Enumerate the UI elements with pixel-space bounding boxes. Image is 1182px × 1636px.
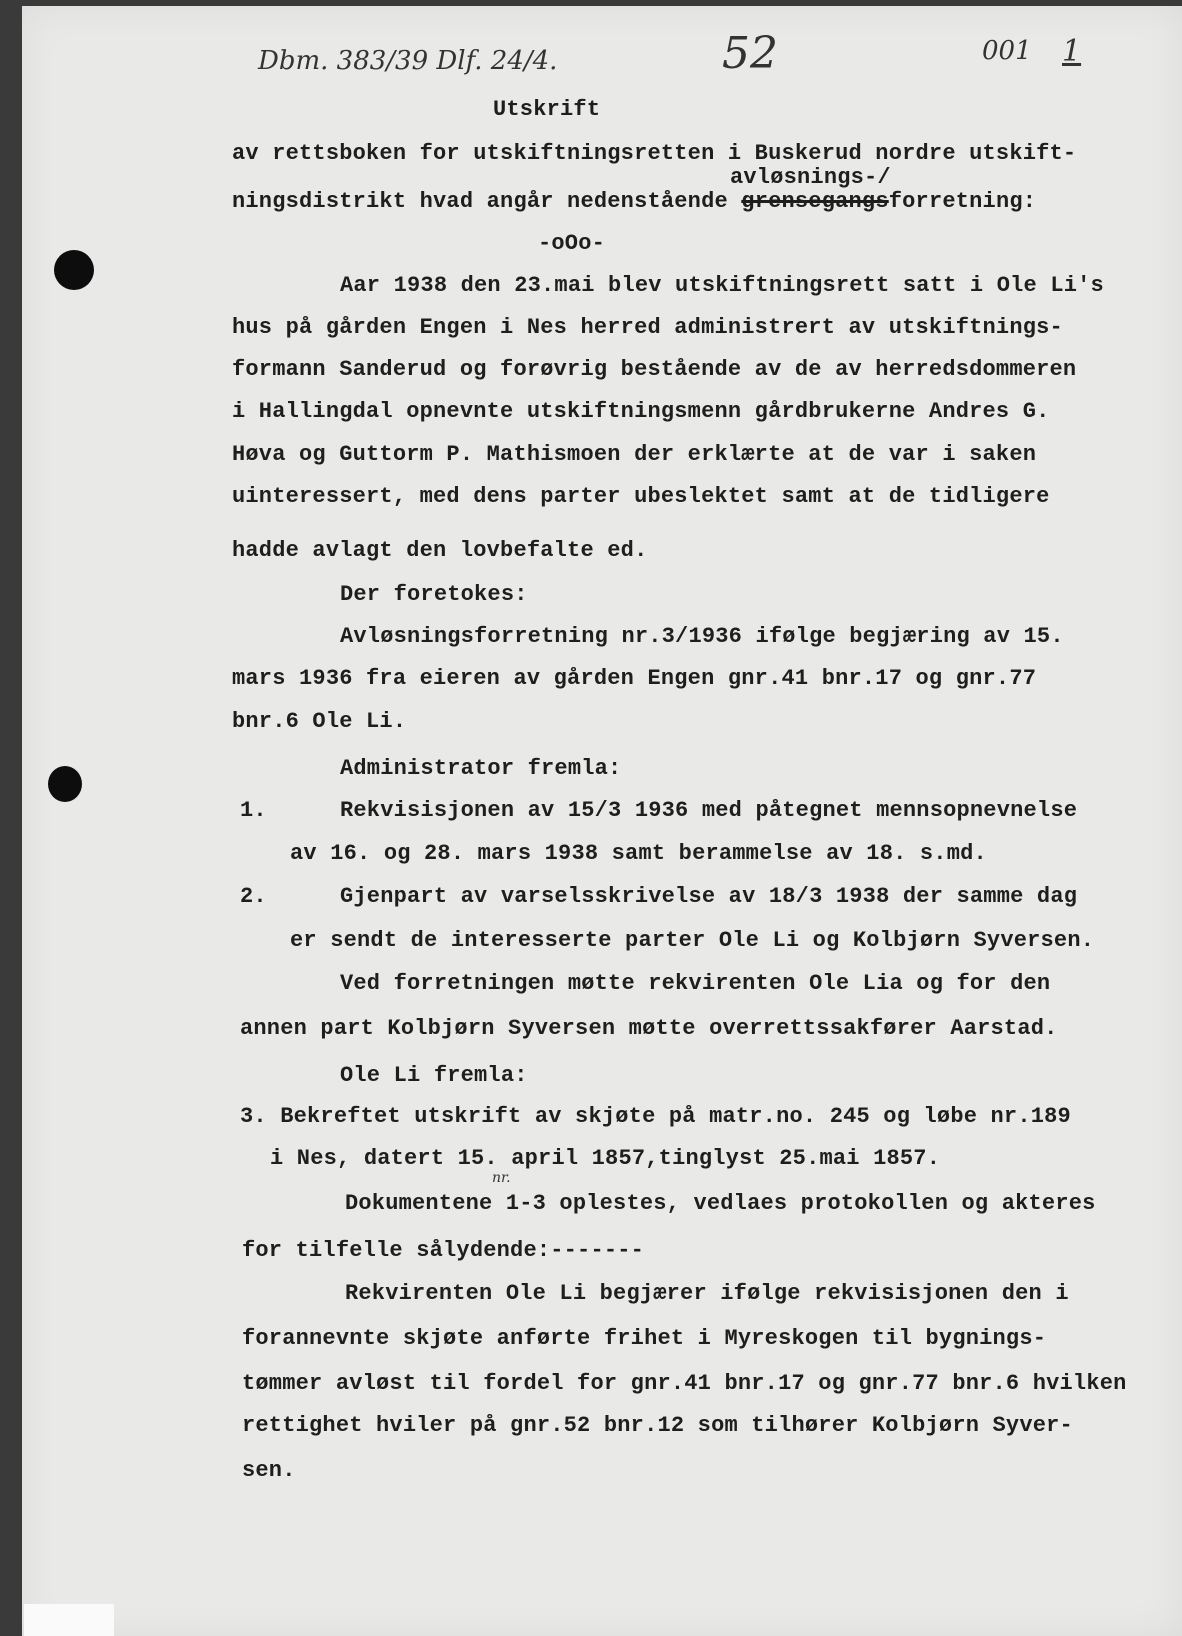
text-line: for tilfelle sålydende:------- (242, 1238, 645, 1263)
text-line: Gjenpart av varselsskrivelse av 18/3 1938 der samme dag (340, 884, 1078, 909)
text-line: hadde avlagt den lovbefalte ed. (232, 538, 648, 563)
text-line: Ved forretningen møtte rekvirenten Ole Lia og for den (340, 971, 1051, 996)
intro-line (232, 190, 1036, 214)
text-line: 2. (240, 884, 267, 909)
intro-line: av rettsboken for utskiftningsretten i Buskerud nordre utskift- (232, 141, 1077, 166)
text-line: Ole Li fremla: (340, 1063, 528, 1088)
text-line: Høva og Guttorm P. Mathismoen der erklærte at de var i saken (232, 442, 1037, 467)
text-line: Aar 1938 den 23.mai blev utskiftningsrett satt i Ole Li's (340, 273, 1104, 298)
handwritten-page-number: 52 (722, 28, 778, 79)
text-line: i Nes, datert 15. april 1857,tinglyst 25.mai 1857. (270, 1146, 941, 1171)
punch-hole (54, 250, 94, 290)
scan-label (24, 1604, 114, 1636)
document-title: Utskrift (493, 97, 601, 122)
text-line: 3. Bekreftet utskrift av skjøte på matr.no. 245 og løbe nr.189 (240, 1104, 1071, 1129)
text-line: Administrator fremla: (340, 756, 622, 781)
text-line: sen. (242, 1458, 296, 1483)
separator: -oOo- (538, 231, 606, 256)
text-line: rettighet hviler på gnr.52 bnr.12 som tilhører Kolbjørn Syver- (242, 1413, 1073, 1438)
text-line: annen part Kolbjørn Syversen møtte overrettssakfører Aarstad. (240, 1016, 1058, 1041)
handwritten-reference: Dbm. 383/39 Dlf. 24/4. (258, 46, 558, 76)
text-line: Avløsningsforretning nr.3/1936 ifølge begjæring av 15. (340, 624, 1064, 649)
struck-text: grensegangs (741, 189, 889, 214)
intro-insert: avløsnings-/ (730, 165, 891, 190)
text-line: Dokumentene 1-3 oplestes, vedlaes protokollen og akteres (345, 1191, 1096, 1216)
text-line: i Hallingdal opnevnte utskiftningsmenn gårdbrukerne Andres G. (232, 399, 1050, 424)
text-line: hus på gården Engen i Nes herred administrert av utskiftnings- (232, 315, 1063, 340)
punch-hole (48, 766, 82, 802)
document-page (22, 6, 1182, 1636)
text-line: er sendt de interesserte parter Ole Li og Kolbjørn Syversen. (290, 928, 1095, 953)
text-line: Rekvirenten Ole Li begjærer ifølge rekvisisjonen den i (345, 1281, 1069, 1306)
text-line: tømmer avløst til fordel for gnr.41 bnr.17 og gnr.77 bnr.6 hvilken (242, 1371, 1127, 1396)
text-line: mars 1936 fra eieren av gården Engen gnr.41 bnr.17 og gnr.77 (232, 666, 1037, 691)
text-line: av 16. og 28. mars 1938 samt berammelse av 18. s.md. (290, 841, 987, 866)
handwritten-corner-number: 1 (1062, 34, 1082, 69)
text-line: 1. (240, 798, 267, 823)
text-line: Rekvisisjonen av 15/3 1936 med påtegnet mennsopnevnelse (340, 798, 1078, 823)
text-line: uinteressert, med dens parter ubeslektet samt at de tidligere (232, 484, 1050, 509)
text-line: forannevnte skjøte anførte frihet i Myreskogen til bygnings- (242, 1326, 1047, 1351)
intro-text: forretning: (888, 189, 1037, 214)
text-line: Der foretokes: (340, 582, 528, 607)
text-line: bnr.6 Ole Li. (232, 709, 407, 734)
intro-text: ningsdistrikt hvad angår nedenstående (232, 189, 742, 214)
handwritten-insert: nr. (492, 1170, 511, 1186)
text-line: formann Sanderud og forøvrig bestående av de av herredsdommeren (232, 357, 1077, 382)
handwritten-corner-mark: 001 (982, 36, 1032, 66)
